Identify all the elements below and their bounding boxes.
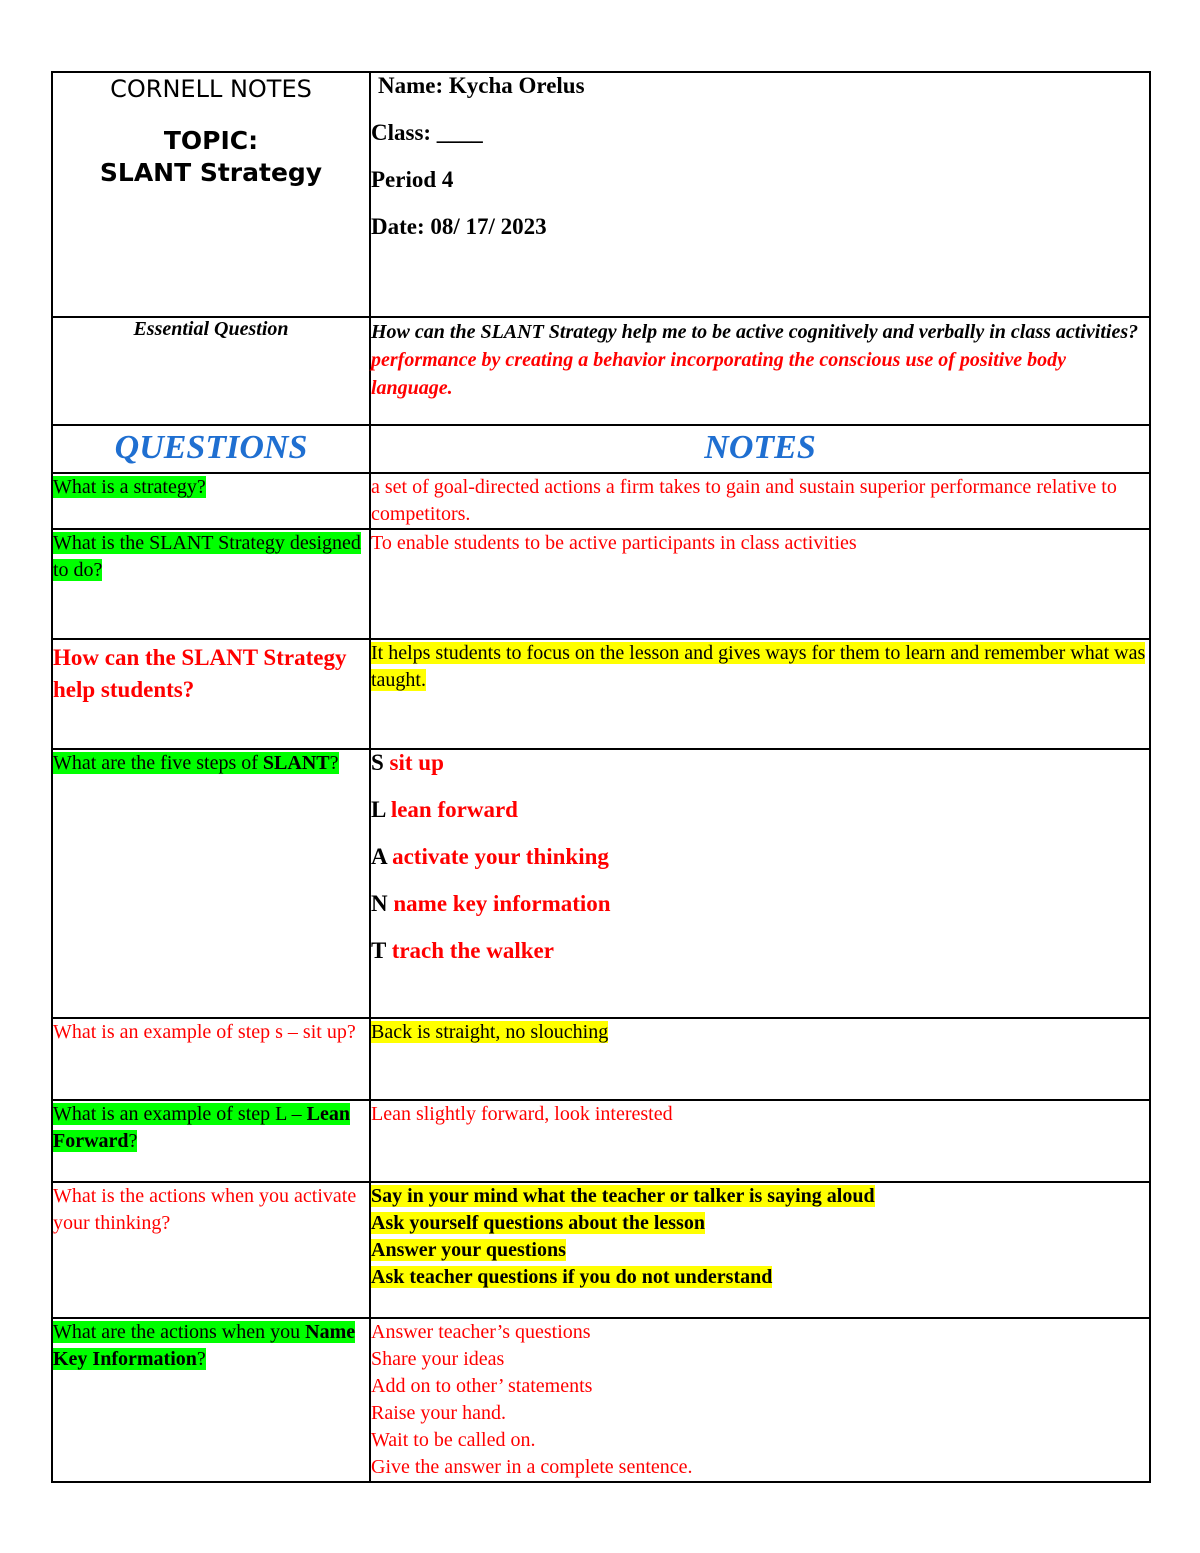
table-row bbox=[52, 1318, 1150, 1482]
note-line: Say in your mind what the teacher or talker is saying aloud bbox=[371, 1185, 875, 1207]
question-text-part: What are the five steps of bbox=[53, 752, 263, 774]
note-line: Answer your questions bbox=[371, 1239, 566, 1261]
essential-answer-text: performance by creating a behavior incorporating the conscious use of positive body language. bbox=[371, 349, 1066, 399]
step-text: activate your thinking bbox=[392, 844, 609, 869]
question-text-bold: Lean Forward bbox=[53, 1103, 350, 1152]
essential-question-cell bbox=[370, 317, 1150, 425]
note-line: Ask teacher questions if you do not understand bbox=[371, 1266, 773, 1288]
question-text-part: What are the actions when you bbox=[53, 1321, 306, 1343]
note-cell bbox=[370, 1018, 1150, 1100]
header-row bbox=[52, 72, 1150, 317]
slant-step bbox=[371, 750, 1149, 797]
note-cell bbox=[370, 639, 1150, 749]
note-text: To enable students to be active participants in class activities bbox=[371, 532, 857, 554]
slant-step bbox=[371, 938, 1149, 985]
topic-label: TOPIC: bbox=[163, 126, 259, 155]
step-text: sit up bbox=[389, 750, 444, 775]
table-row bbox=[52, 1018, 1150, 1100]
note-line: Answer teacher’s questions bbox=[371, 1321, 591, 1343]
note-line: Wait to be called on. bbox=[371, 1429, 536, 1451]
note-line: Share your ideas bbox=[371, 1348, 505, 1370]
student-name: Name: Kycha Orelus bbox=[378, 73, 585, 98]
slant-step bbox=[371, 844, 1149, 891]
header-right-cell bbox=[370, 72, 1150, 317]
note-text: a set of goal-directed actions a firm takes to gain and sustain superior performance relative to competitors. bbox=[371, 476, 1117, 525]
step-text: trach the walker bbox=[391, 938, 554, 963]
question-text: What is a strategy? bbox=[53, 476, 206, 498]
note-line: Give the answer in a complete sentence. bbox=[371, 1456, 693, 1478]
table-row bbox=[52, 473, 1150, 529]
question-cell bbox=[52, 1018, 370, 1100]
step-letter: N bbox=[371, 891, 388, 916]
question-cell bbox=[52, 1318, 370, 1482]
question-cell bbox=[52, 1182, 370, 1318]
note-text: It helps students to focus on the lesson and gives ways for them to learn and remember what was taught. bbox=[371, 642, 1146, 691]
note-text: Back is straight, no slouching bbox=[371, 1021, 609, 1043]
question-text: How can the SLANT Strategy help students? bbox=[53, 645, 347, 702]
date-field: Date: 08/ 17/ 2023 bbox=[371, 214, 547, 239]
note-line: Raise your hand. bbox=[371, 1402, 506, 1424]
step-letter: L bbox=[371, 797, 386, 822]
question-text-part: ? bbox=[128, 1130, 138, 1152]
column-header-row bbox=[52, 425, 1150, 473]
notes-header: NOTES bbox=[370, 425, 1150, 473]
question-cell bbox=[52, 1100, 370, 1182]
question-text-bold: SLANT bbox=[262, 752, 330, 774]
period-field: Period 4 bbox=[371, 167, 454, 192]
note-cell bbox=[370, 473, 1150, 529]
question-cell bbox=[52, 529, 370, 639]
essential-question-text: How can the SLANT Strategy help me to be active cognitively and verbally in class activities? bbox=[371, 321, 1139, 343]
step-letter: A bbox=[371, 844, 387, 869]
question-text-part: What is an example of step L – bbox=[53, 1103, 307, 1125]
step-letter: S bbox=[371, 750, 384, 775]
document-title: CORNELL NOTES bbox=[110, 75, 312, 103]
step-text: lean forward bbox=[390, 797, 518, 822]
table-row bbox=[52, 749, 1150, 1018]
question-text bbox=[53, 752, 339, 774]
question-text: What is the actions when you activate your thinking? bbox=[53, 1185, 357, 1234]
question-text: What is the SLANT Strategy designed to do? bbox=[53, 532, 361, 581]
note-line: Add on to other’ statements bbox=[371, 1375, 593, 1397]
question-text-part: ? bbox=[329, 752, 339, 774]
essential-question-label bbox=[52, 317, 370, 425]
note-text: Lean slightly forward, look interested bbox=[371, 1103, 673, 1125]
question-cell bbox=[52, 749, 370, 1018]
question-cell bbox=[52, 639, 370, 749]
question-text bbox=[53, 1321, 355, 1370]
questions-header: QUESTIONS bbox=[52, 425, 370, 473]
question-text-part: ? bbox=[196, 1348, 206, 1370]
topic-value: SLANT Strategy bbox=[99, 158, 323, 187]
table-row bbox=[52, 1182, 1150, 1318]
note-cell bbox=[370, 529, 1150, 639]
table-row bbox=[52, 529, 1150, 639]
step-text: name key information bbox=[393, 891, 611, 916]
slant-step bbox=[371, 891, 1149, 938]
cornell-notes-table bbox=[51, 71, 1151, 1483]
question-cell bbox=[52, 473, 370, 529]
slant-step bbox=[371, 797, 1149, 844]
essential-label-text: Essential Question bbox=[133, 318, 289, 340]
step-letter: T bbox=[371, 938, 386, 963]
question-text: What is an example of step s – sit up? bbox=[53, 1021, 356, 1043]
note-line: Ask yourself questions about the lesson bbox=[371, 1212, 705, 1234]
header-left-cell bbox=[52, 72, 370, 317]
slant-steps-cell bbox=[370, 749, 1150, 1018]
note-cell bbox=[370, 1100, 1150, 1182]
table-row bbox=[52, 639, 1150, 749]
essential-question-row bbox=[52, 317, 1150, 425]
note-cell bbox=[370, 1182, 1150, 1318]
question-text bbox=[53, 1103, 350, 1152]
question-text-bold: Name Key Information bbox=[53, 1321, 356, 1370]
class-field: Class: ____ bbox=[371, 120, 483, 145]
note-cell bbox=[370, 1318, 1150, 1482]
table-row bbox=[52, 1100, 1150, 1182]
